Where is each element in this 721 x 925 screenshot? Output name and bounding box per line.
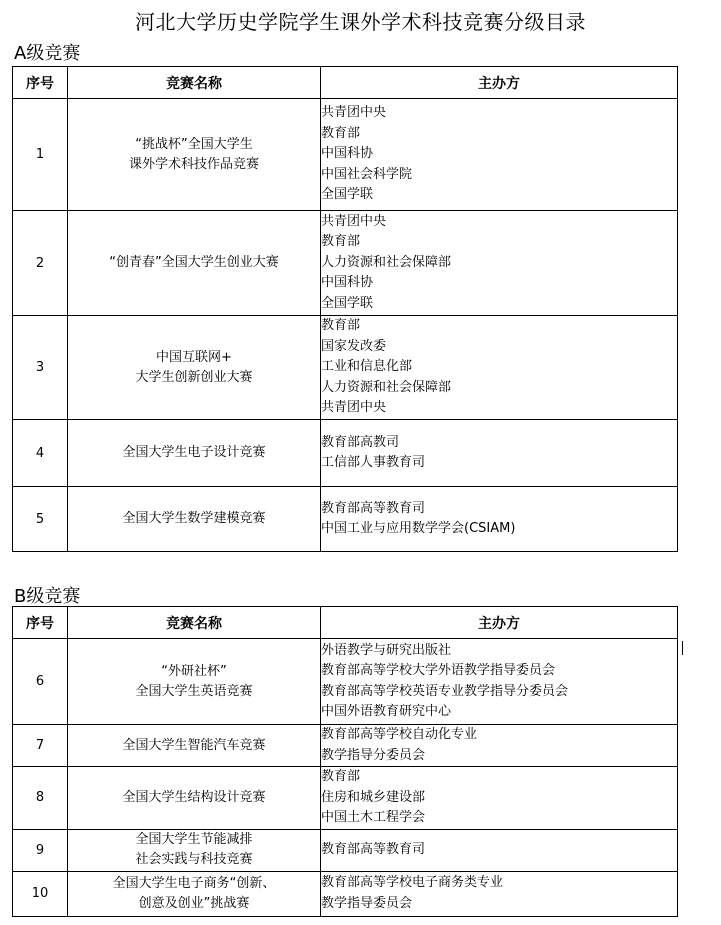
organizer-item: 国家发改委 (321, 338, 387, 354)
table-row (13, 420, 678, 487)
competition-name-line: 全国大学生结构设计竞赛 (122, 789, 266, 805)
table-row (13, 725, 678, 767)
organizer-item: 中国科协 (321, 146, 374, 162)
organizer-item: 工业和信息化部 (321, 359, 413, 375)
organizer-list (321, 316, 678, 420)
competition-name-line: 全国大学生智能汽车竞赛 (122, 737, 266, 753)
row-number: 5 (13, 487, 68, 552)
competition-name (68, 211, 321, 316)
competition-name (68, 316, 321, 420)
organizer-item: 教育部高等教育司 (321, 841, 426, 857)
competition-name-line: 课外学术科技作品竞赛 (128, 156, 259, 172)
competition-name (68, 725, 321, 767)
row-number: 4 (13, 420, 68, 487)
table-row (13, 767, 678, 830)
organizer-item: 教学指导委员会 (321, 895, 413, 911)
table-row (13, 871, 678, 916)
organizer-item: 教育部 (321, 318, 361, 334)
organizer-item: 中国社会科学院 (321, 166, 413, 182)
organizer-item: 中国工业与应用数学学会(CSIAM) (321, 521, 516, 536)
organizer-item: 人力资源和社会保障部 (321, 254, 452, 270)
organizer-item: 工信部人事教育司 (321, 455, 426, 470)
table-header-row (13, 607, 678, 639)
row-number: 1 (13, 99, 68, 211)
organizer-item: 全国学联 (321, 187, 374, 203)
organizer-item: 教学指导分委员会 (321, 747, 426, 763)
competition-name (68, 487, 321, 552)
organizer-item: 外语教学与研究出版社 (321, 642, 452, 658)
table-row (13, 639, 678, 725)
organizer-item: 教育部 (321, 234, 361, 250)
table-row (13, 99, 678, 211)
organizer-item: 教育部 (321, 769, 361, 784)
organizer-item: 教育部高等教育司 (321, 500, 426, 516)
competition-table-a (12, 66, 678, 552)
competition-name (68, 829, 321, 871)
competition-name-line: “创青春”全国大学生创业大赛 (109, 255, 279, 270)
row-number: 9 (13, 829, 68, 871)
competition-name (68, 639, 321, 725)
organizer-item: 共青团中央 (321, 400, 387, 416)
organizer-list (321, 420, 678, 487)
organizer-item: 中国外语教育研究中心 (321, 704, 452, 719)
competition-name-line: 全国大学生数学建模竞赛 (122, 511, 266, 526)
organizer-item: 中国土木工程学会 (321, 810, 426, 825)
section-heading-a: A级竞赛 (14, 43, 81, 64)
row-number: 7 (13, 725, 68, 767)
organizer-item: 共青团中央 (321, 105, 387, 121)
organizer-item: 教育部高教司 (321, 434, 400, 450)
competition-name-line: 大学生创新创业大赛 (135, 369, 253, 385)
table-row (13, 829, 678, 871)
organizer-item: 教育部高等学校英语专业教学指导分委员会 (321, 683, 569, 699)
organizer-item: 人力资源和社会保障部 (321, 379, 452, 395)
organizer-item: 教育部高等学校电子商务类专业 (321, 875, 504, 890)
header-number: 序号 (13, 67, 68, 99)
header-organizer: 主办方 (321, 607, 678, 639)
row-number: 6 (13, 639, 68, 725)
competition-name-line: “挑战杯”全国大学生 (135, 136, 253, 152)
competition-name-line: 创意及创业”挑战赛 (138, 895, 250, 911)
competition-table-b (12, 606, 678, 917)
competition-name-line: 中国互联网+ (156, 349, 232, 365)
organizer-list (321, 767, 678, 830)
organizer-item: 中国科协 (321, 275, 374, 291)
competition-name-line: 全国大学生节能减排 (135, 832, 253, 847)
competition-name (68, 420, 321, 487)
text-cursor-mark (682, 641, 683, 655)
row-number: 8 (13, 767, 68, 830)
row-number: 2 (13, 211, 68, 316)
row-number: 3 (13, 316, 68, 420)
organizer-item: 教育部高等学校大学外语教学指导委员会 (321, 663, 556, 678)
competition-name (68, 871, 321, 916)
header-number: 序号 (13, 607, 68, 639)
organizer-item: 教育部高等学校自动化专业 (321, 727, 478, 742)
organizer-list (321, 99, 678, 211)
organizer-item: 共青团中央 (321, 213, 387, 229)
organizer-list (321, 487, 678, 552)
section-heading-b: B级竞赛 (14, 586, 81, 607)
header-organizer: 主办方 (321, 67, 678, 99)
competition-name-line: 全国大学生英语竞赛 (135, 683, 253, 699)
table-header-row (13, 67, 678, 99)
organizer-list (321, 211, 678, 316)
organizer-list (321, 639, 678, 725)
organizer-item: 教育部 (321, 125, 361, 141)
competition-name-line: 社会实践与科技竞赛 (135, 852, 253, 867)
document-title: 河北大学历史学院学生课外学术科技竞赛分级目录 (135, 10, 586, 34)
competition-name-line: “外研社杯” (161, 663, 227, 679)
organizer-item: 住房和城乡建设部 (321, 789, 426, 805)
header-competition-name: 竞赛名称 (68, 67, 321, 99)
competition-name (68, 99, 321, 211)
row-number: 10 (13, 871, 68, 916)
competition-name-line: 全国大学生电子商务“创新、 (112, 875, 276, 891)
table-row (13, 211, 678, 316)
table-row (13, 487, 678, 552)
competition-name (68, 767, 321, 830)
organizer-item: 全国学联 (321, 295, 374, 311)
competition-name-line: 全国大学生电子设计竞赛 (122, 445, 266, 460)
header-competition-name: 竞赛名称 (68, 607, 321, 639)
organizer-list (321, 829, 678, 871)
organizer-list (321, 725, 678, 767)
organizer-list (321, 871, 678, 916)
table-row (13, 316, 678, 420)
